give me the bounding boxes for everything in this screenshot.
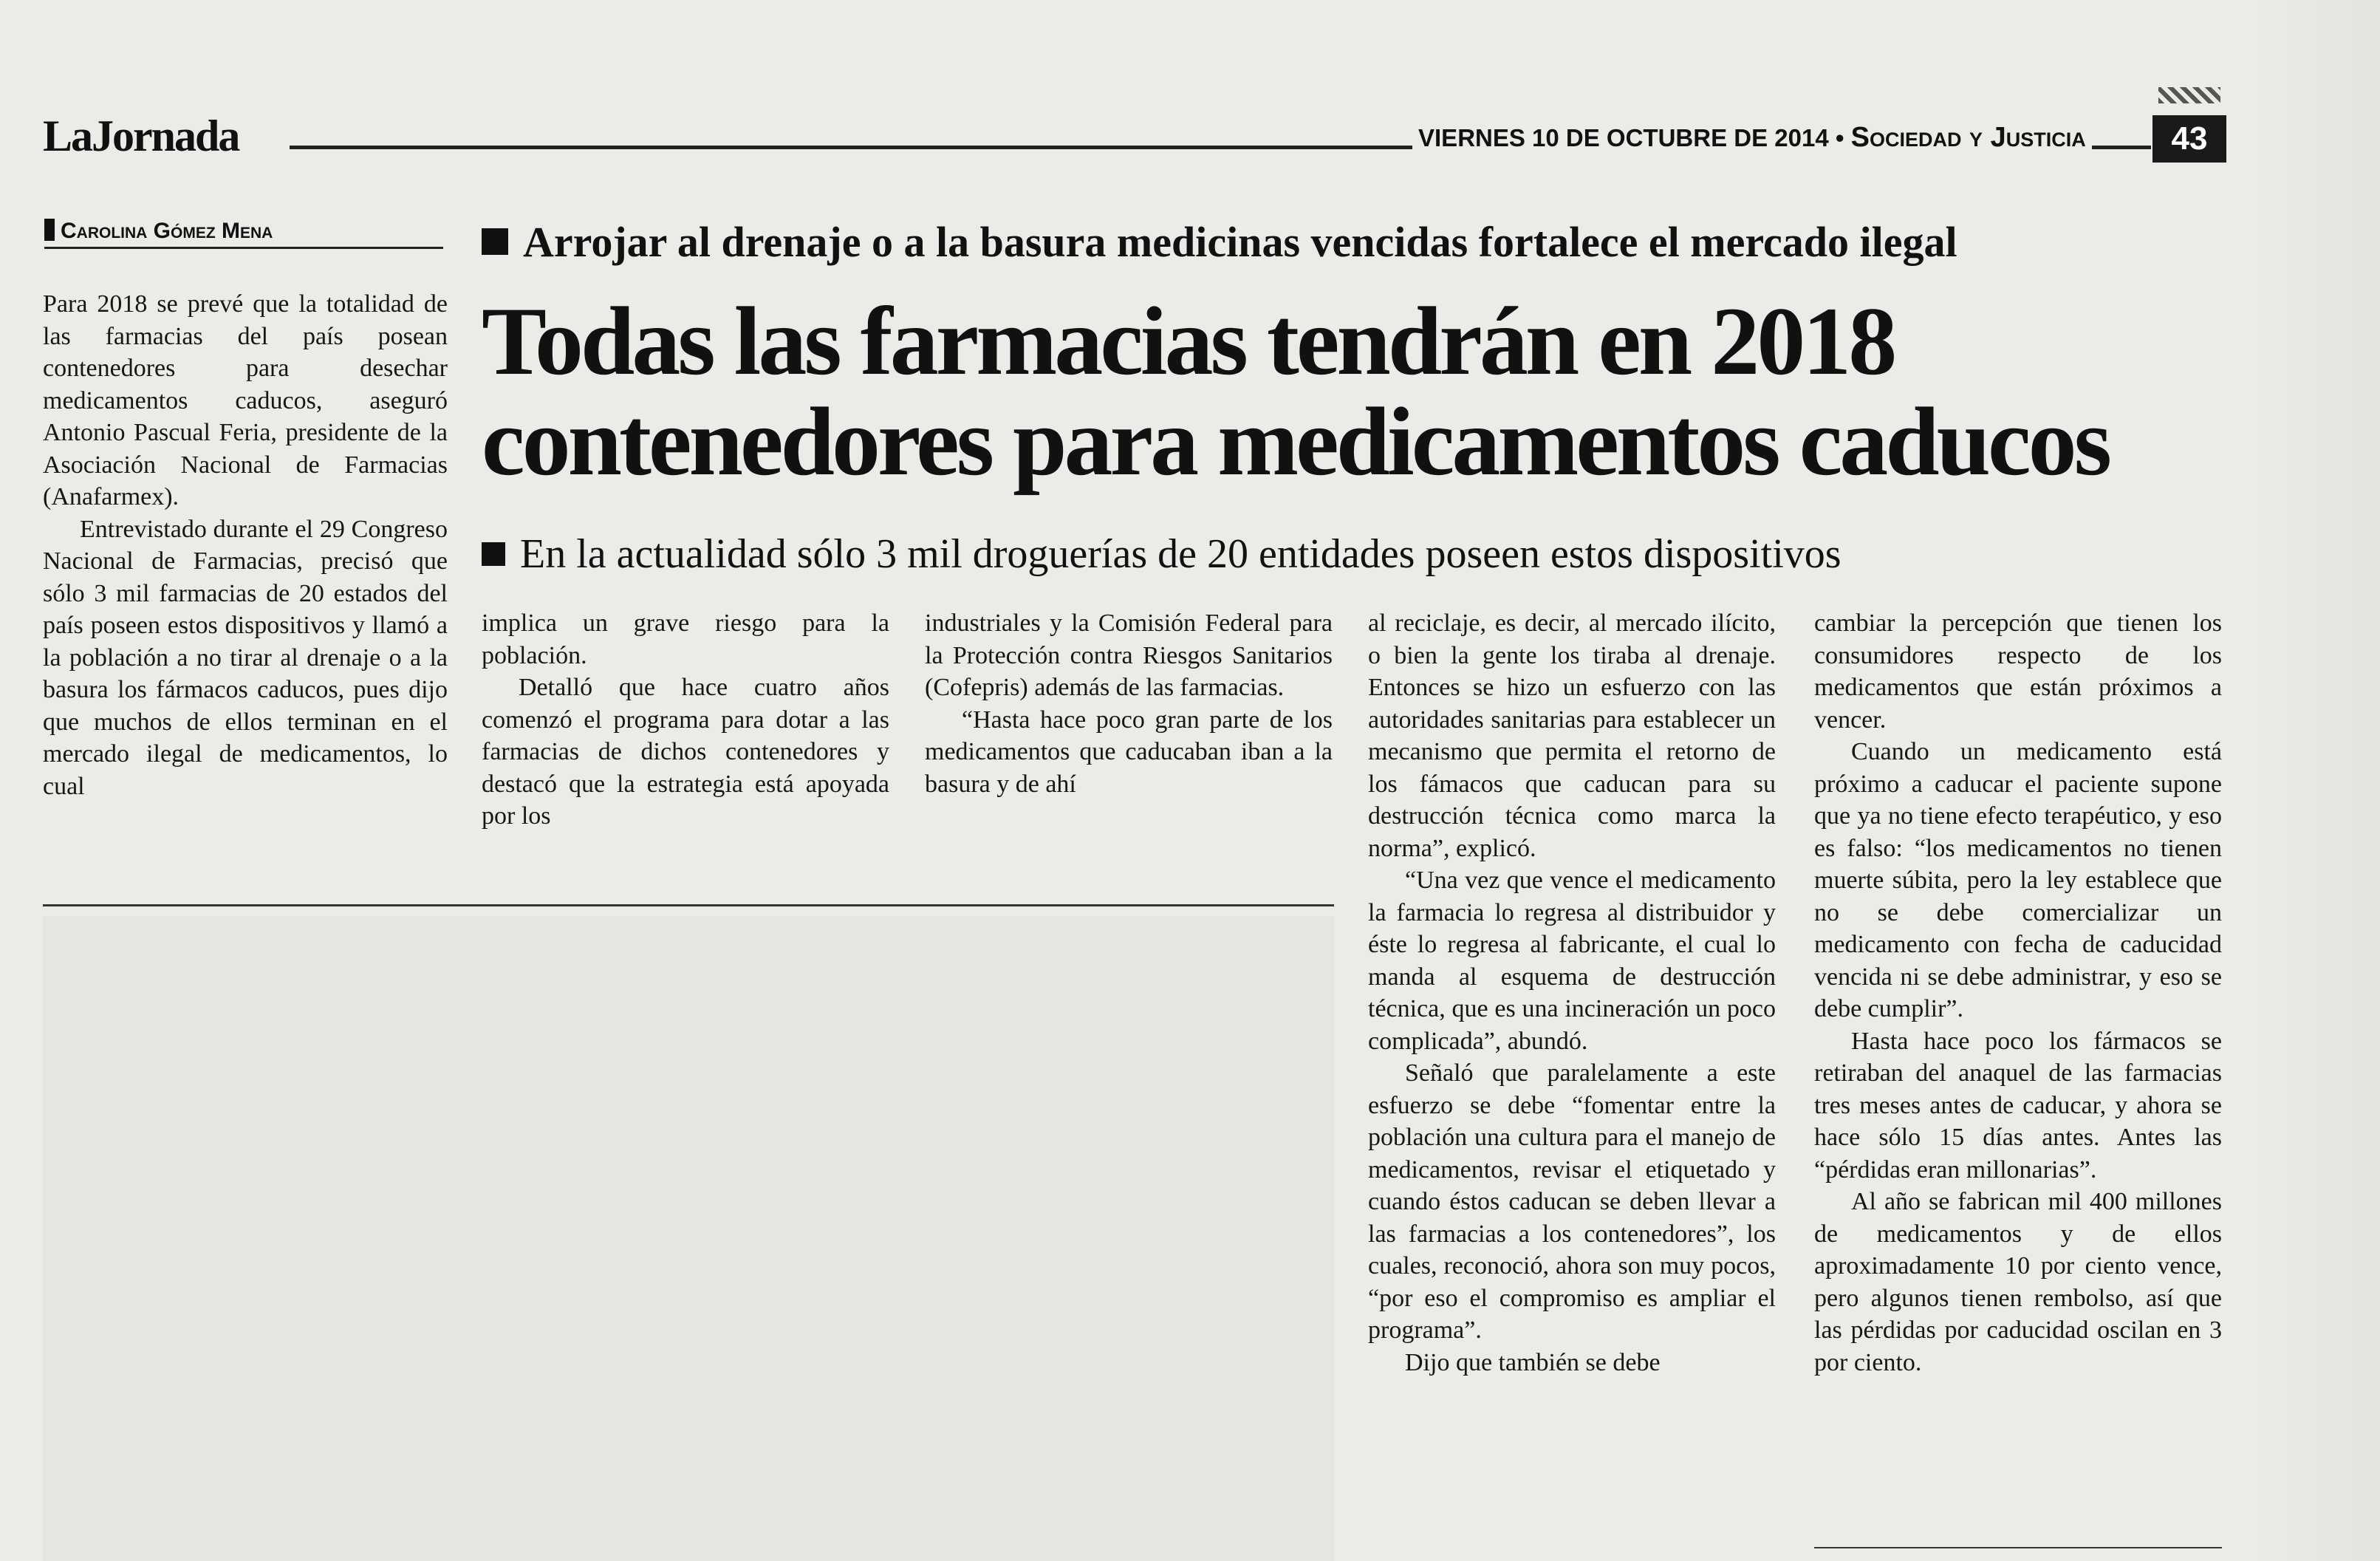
column-3 [925, 607, 1333, 800]
paragraph: Para 2018 se prevé que la totalidad de las farmacias del país posean contenedores para desechar medicamentos caducos, aseguró Antonio Pascual Feria, presidente de la Asociación Nacional de Farmacias (Anafarmex). [43, 290, 448, 510]
separator: • [1835, 124, 1844, 151]
paragraph: Cuando un medicamento está próximo a caducar el paciente supone que ya no tiene efecto terapéutico, y eso es falso: “los medicamentos no tienen muerte súbita, pero la ley establece que no se debe comercializar un medicamento con fecha de caducidad vencida ni se debe administrar, y eso se debe cumplir”. [1814, 738, 2222, 1022]
subhead [482, 530, 1842, 578]
blank-region [43, 916, 1334, 1561]
kicker-text: Arrojar al drenaje o a la basura medicinas vencidas fortalece el mercado ilegal [523, 218, 1957, 266]
paragraph: industriales y la Comisión Federal para la Protección contra Riesgos Sanitarios (Cofepris) además de las farmacias. [925, 609, 1333, 701]
paragraph: Hasta hace poco los fármacos se retiraban del anaquel de las farmacias tres meses antes de caducar, y ahora se hace sólo 15 días antes. Antes las “pérdidas eran millonarias”. [1814, 1027, 2222, 1183]
paragraph: al reciclaje, es decir, al mercado ilícito, o bien la gente los tiraba al drenaje. Entonces se hizo un esfuerzo con las autoridades sanitarias para establecer un mecanismo que permita el retorno de los fámacos que caducan para su destrucción técnica como marca la norma”, explicó. [1368, 609, 1776, 862]
column-end-rule [1814, 1547, 2222, 1548]
paragraph: “Una vez que vence el medicamento la farmacia lo regresa al distribuidor y éste lo regresa al fabricante, el cual lo manda al esquema de destrucción técnica, que es una incineración un poco complicada”, abundó. [1368, 867, 1776, 1055]
headline-line-2: contenedores para medicamentos caducos [482, 387, 2109, 496]
kicker [482, 217, 1957, 267]
masthead-info [1412, 122, 2092, 154]
column-divider-rule [43, 904, 1334, 906]
section-name: Sociedad y Justicia [1850, 122, 2086, 153]
paragraph: Detalló que hace cuatro años comenzó el programa para dotar a las farmacias de dichos contenedores y destacó que la estrategia está apoyada por los [482, 674, 889, 830]
column-5 [1814, 607, 2222, 1379]
byline-author: Carolina Gómez Mena [61, 219, 273, 243]
byline-bar [44, 219, 55, 241]
square-bullet-icon [482, 542, 505, 566]
paragraph: Al año se fabrican mil 400 millones de medicamentos y de ellos aproximadamente 10 por ciento vence, pero algunos tienen rembolso, así que las pérdidas por caducidad oscilan en 3 por ciento. [1814, 1188, 2222, 1376]
column-2 [482, 607, 889, 833]
paragraph: cambiar la percepción que tienen los consumidores respecto de los medicamentos que están próximos a vencer. [1814, 609, 2222, 734]
paragraph: Entrevistado durante el 29 Congreso Nacional de Farmacias, precisó que sólo 3 mil farmacias de 20 estados del país poseen estos dispositivos y llamó a la población a no tirar al drenaje o a la basura los fármacos caducos, pues dijo que muchos de ellos terminan en el mercado ilegal de medicamentos, lo cual [43, 515, 448, 800]
newspaper-logo: LaJornada [43, 112, 239, 160]
page-edge [2253, 0, 2380, 1561]
byline [44, 219, 443, 249]
square-bullet-icon [482, 228, 508, 255]
headline [482, 287, 2109, 496]
paragraph: Dijo que también se debe [1405, 1348, 1661, 1376]
column-4 [1368, 607, 1776, 1379]
page-tab-pattern [2158, 87, 2220, 103]
paragraph: implica un grave riesgo para la población. [482, 609, 889, 669]
paragraph: Señaló que paralelamente a este esfuerzo se debe “fomentar entre la población una cultura para el manejo de medicamentos, revisar el etiquetado y cuando éstos caducan se deben llevar a las farmacias a los contenedores”, los cuales, reconoció, ahora son muy pocos, “por eso el compromiso es ampliar el programa”. [1368, 1059, 1776, 1344]
subhead-text: En la actualidad sólo 3 mil droguerías de 20 entidades poseen estos dispositivos [520, 531, 1842, 577]
column-1 [43, 288, 448, 802]
page-number: 43 [2152, 115, 2226, 163]
paragraph: “Hasta hace poco gran parte de los medicamentos que caducaban iban a la basura y de ahí [925, 706, 1333, 798]
headline-line-1: Todas las farmacias tendrán en 2018 [482, 287, 1895, 395]
issue-date: VIERNES 10 DE OCTUBRE DE 2014 [1418, 124, 1829, 151]
